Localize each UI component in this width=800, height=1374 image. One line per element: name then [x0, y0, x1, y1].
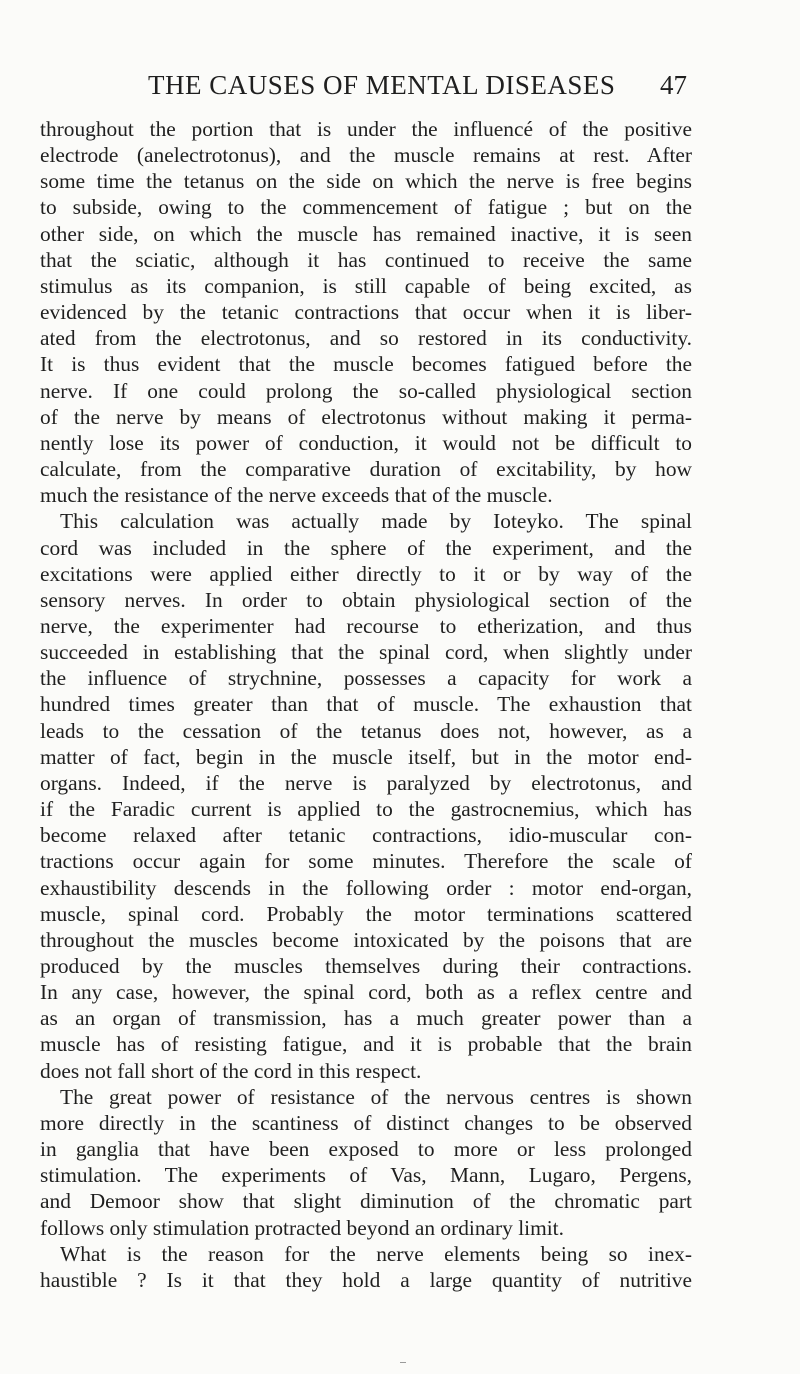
- text-line: nerve. If one could prolong the so-called physiological section: [40, 378, 692, 403]
- text-line: follows only stimulation protracted beyond an ordinary limit.: [40, 1215, 564, 1240]
- text-line: that the sciatic, although it has continued to receive the same: [40, 247, 692, 272]
- text-line: In any case, however, the spinal cord, both as a reflex centre and: [40, 980, 692, 1005]
- text-line: ated from the electrotonus, and so restored in its conductivity.: [40, 326, 692, 351]
- text-line: sensory nerves. In order to obtain physiological section of the: [40, 587, 692, 612]
- text-line: The great power of resistance of the nervous centres is shown: [60, 1084, 692, 1109]
- text-line: nently lose its power of conduction, it would not be difficult to: [40, 430, 692, 455]
- text-line: matter of fact, begin in the muscle itself, but in the motor end-: [40, 744, 692, 769]
- text-line: does not fall short of the cord in this respect.: [40, 1058, 422, 1083]
- text-line: more directly in the scantiness of distinct changes to be observed: [40, 1110, 692, 1135]
- text-line: become relaxed after tetanic contractions, idio-muscular con-: [40, 823, 692, 848]
- text-line: muscle has of resisting fatigue, and it is probable that the brain: [40, 1032, 692, 1057]
- running-title: THE CAUSES OF MENTAL DISEASES: [148, 70, 616, 100]
- text-line: to subside, owing to the commencement of fatigue ; but on the: [40, 195, 692, 220]
- text-line: nerve, the experimenter had recourse to etherization, and thus: [40, 613, 692, 638]
- text-line: What is the reason for the nerve elements being so inex-: [60, 1241, 692, 1266]
- text-line: in ganglia that have been exposed to more or less prolonged: [40, 1137, 692, 1162]
- print-mark: [400, 1362, 406, 1363]
- text-line: evidenced by the tetanic contractions that occur when it is liber-: [40, 300, 692, 325]
- text-line: throughout the muscles become intoxicated by the poisons that are: [40, 927, 692, 952]
- text-line: This calculation was actually made by Ioteyko. The spinal: [60, 509, 692, 534]
- text-line: the influence of strychnine, possesses a capacity for work a: [40, 666, 692, 691]
- text-line: other side, on which the muscle has remained inactive, it is seen: [40, 221, 692, 246]
- text-line: much the resistance of the nerve exceeds that of the muscle.: [40, 483, 553, 508]
- text-line: some time the tetanus on the side on which the nerve is free begins: [40, 169, 692, 194]
- page-number: 47: [660, 70, 687, 100]
- body-text: [40, 116, 692, 1293]
- text-line: tractions occur again for some minutes. Therefore the scale of: [40, 849, 692, 874]
- text-line: cord was included in the sphere of the experiment, and the: [40, 535, 692, 560]
- text-line: exhaustibility descends in the following order : motor end-organ,: [40, 875, 692, 900]
- running-header: [0, 70, 800, 110]
- text-line: throughout the portion that is under the influencé of the positive: [40, 117, 692, 141]
- text-line: produced by the muscles themselves during their contractions.: [40, 954, 692, 978]
- text-line: as an organ of transmission, has a much greater power than a: [40, 1006, 692, 1031]
- text-line: stimulation. The experiments of Vas, Mann, Lugaro, Pergens,: [40, 1163, 692, 1188]
- text-line: excitations were applied either directly to it or by way of the: [40, 561, 692, 586]
- text-line: haustible ? Is it that they hold a large quantity of nutritive: [40, 1267, 692, 1292]
- text-line: It is thus evident that the muscle becomes fatigued before the: [40, 352, 692, 377]
- text-line: electrode (anelectrotonus), and the muscle remains at rest. After: [40, 143, 692, 168]
- text-line: calculate, from the comparative duration of excitability, by how: [40, 457, 692, 482]
- text-line: if the Faradic current is applied to the gastrocnemius, which has: [40, 797, 692, 822]
- text-line: and Demoor show that slight diminution of the chromatic part: [40, 1189, 692, 1214]
- text-line: organs. Indeed, if the nerve is paralyzed by electrotonus, and: [40, 770, 692, 795]
- text-line: hundred times greater than that of muscle. The exhaustion that: [40, 692, 692, 717]
- text-line: stimulus as its companion, is still capable of being excited, as: [40, 273, 692, 298]
- text-line: succeeded in establishing that the spinal cord, when slightly under: [40, 640, 692, 665]
- text-line: muscle, spinal cord. Probably the motor terminations scattered: [40, 901, 692, 926]
- text-line: leads to the cessation of the tetanus does not, however, as a: [40, 718, 692, 743]
- text-line: of the nerve by means of electrotonus without making it perma-: [40, 404, 692, 429]
